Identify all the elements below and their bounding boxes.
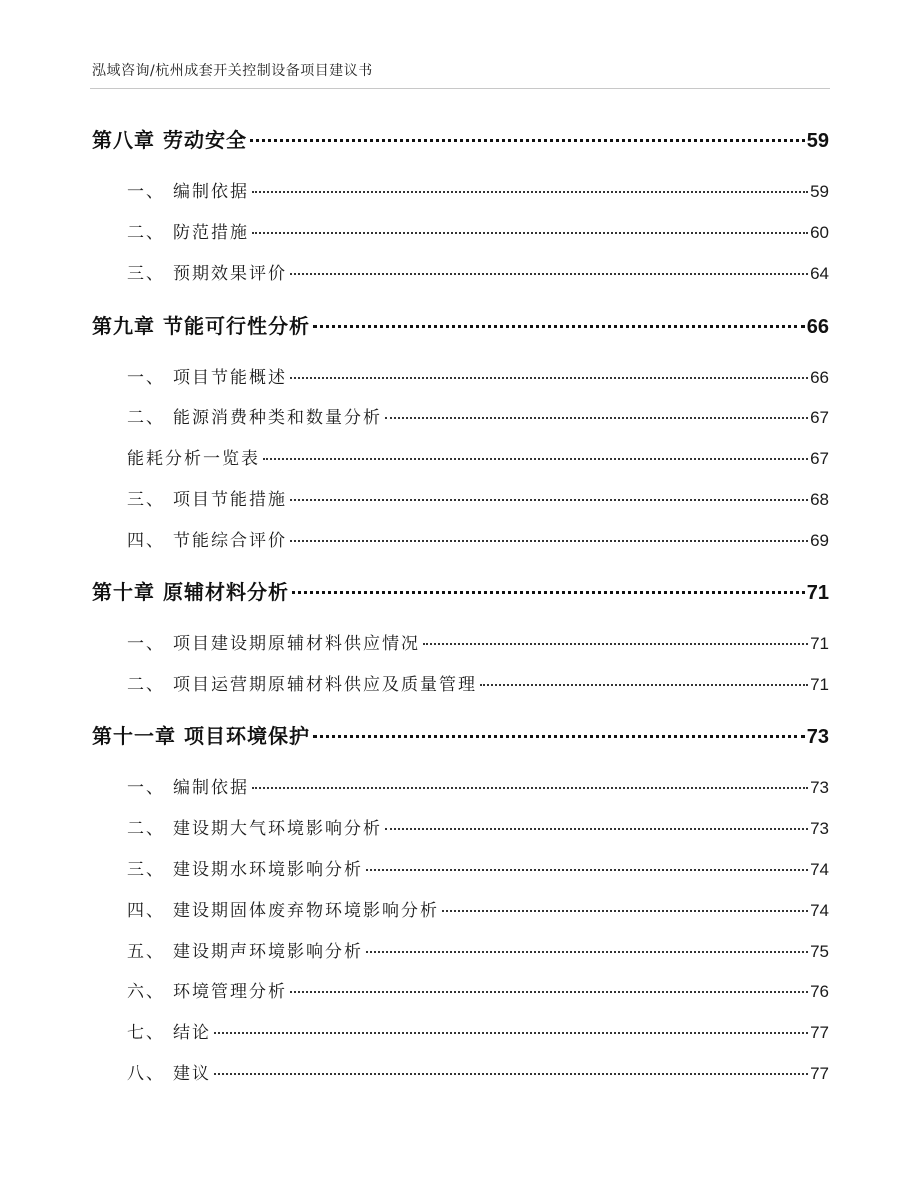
toc-section[interactable] [127, 977, 829, 1002]
toc-section[interactable] [127, 773, 829, 798]
toc-page-number: 74 [810, 860, 829, 879]
toc-page-number: 64 [810, 264, 829, 283]
toc-chapter-title: 节能可行性分析 [163, 314, 310, 338]
toc-section-number: 四、 [127, 531, 165, 551]
toc-section-number: 二、 [127, 819, 165, 839]
toc-section-title: 建设期声环境影响分析 [173, 942, 363, 962]
toc-page-number: 73 [810, 819, 829, 838]
dot-leader [423, 643, 808, 645]
toc-section-title: 能源消费种类和数量分析 [173, 408, 382, 428]
dot-leader [252, 787, 808, 789]
dot-leader [290, 273, 808, 275]
toc-page-number: 73 [806, 726, 829, 748]
toc-section[interactable] [127, 1018, 829, 1043]
toc-section-title: 结论 [173, 1023, 211, 1043]
dot-leader [442, 910, 808, 912]
toc-page-number: 71 [810, 675, 829, 694]
toc-page-number: 59 [806, 130, 829, 152]
toc-section[interactable] [127, 526, 829, 551]
toc-section-title: 项目节能措施 [173, 490, 287, 510]
toc-page-number: 74 [810, 901, 829, 920]
dot-leader [214, 1073, 808, 1075]
header-rule [90, 88, 830, 89]
toc-chapter-number: 第九章 [92, 314, 155, 338]
toc-section-number: 三、 [127, 860, 165, 880]
toc-chapter-number: 第十一章 [92, 724, 176, 748]
toc-section-title: 编制依据 [173, 182, 249, 202]
dot-leader [290, 991, 808, 993]
dot-leader [290, 377, 808, 379]
toc-chapter-11[interactable] [92, 720, 829, 749]
toc-section-number: 三、 [127, 264, 165, 284]
toc-table-entry[interactable] [127, 444, 829, 469]
dot-leader [292, 591, 805, 594]
toc-section[interactable] [127, 485, 829, 510]
dot-leader [366, 869, 808, 871]
dot-leader [214, 1032, 808, 1034]
toc-section-number: 七、 [127, 1023, 165, 1043]
toc-section-title: 建设期水环境影响分析 [173, 860, 363, 880]
toc-section-title: 项目节能概述 [173, 368, 287, 388]
toc-section[interactable] [127, 259, 829, 284]
toc-page-number: 75 [810, 942, 829, 961]
dot-leader [385, 828, 808, 830]
toc-chapter-title: 劳动安全 [163, 128, 247, 152]
toc-section[interactable] [127, 363, 829, 388]
dot-leader [290, 540, 808, 542]
toc-section[interactable] [127, 670, 829, 695]
toc-page-number: 68 [810, 490, 829, 509]
toc-page-number: 60 [810, 223, 829, 242]
toc-section-number: 五、 [127, 942, 165, 962]
toc-section-number: 四、 [127, 901, 165, 921]
toc-page-number: 67 [810, 408, 829, 427]
toc-section-number: 一、 [127, 634, 165, 654]
dot-leader [252, 232, 808, 234]
page-header: 泓域咨询/杭州成套开关控制设备项目建议书 [92, 63, 373, 79]
dot-leader [313, 325, 805, 328]
toc-section-title: 建议 [173, 1064, 211, 1084]
toc-page-number: 77 [810, 1064, 829, 1083]
toc-section-title: 建设期固体废弃物环境影响分析 [173, 901, 439, 921]
toc-section-title: 环境管理分析 [173, 982, 287, 1002]
toc-section-number: 八、 [127, 1064, 165, 1084]
dot-leader [480, 684, 808, 686]
toc-section-number: 六、 [127, 982, 165, 1002]
toc-section-number: 一、 [127, 182, 165, 202]
toc-section[interactable] [127, 403, 829, 428]
toc-chapter-title: 原辅材料分析 [163, 580, 289, 604]
toc-section-title: 项目运营期原辅材料供应及质量管理 [173, 675, 477, 695]
toc-section-number: 二、 [127, 223, 165, 243]
toc-section-number: 一、 [127, 778, 165, 798]
toc-section[interactable] [127, 629, 829, 654]
toc-chapter-9[interactable] [92, 310, 829, 339]
toc-section-title: 编制依据 [173, 778, 249, 798]
toc-section[interactable] [127, 177, 829, 202]
toc-chapter-number: 第八章 [92, 128, 155, 152]
toc-page-number: 66 [806, 316, 829, 338]
toc-section-title: 项目建设期原辅材料供应情况 [173, 634, 420, 654]
toc-section-title: 节能综合评价 [173, 531, 287, 551]
toc-section-title: 能耗分析一览表 [127, 449, 260, 469]
dot-leader [290, 499, 808, 501]
toc-section[interactable] [127, 814, 829, 839]
toc-section-number: 二、 [127, 675, 165, 695]
toc-chapter-8[interactable] [92, 124, 829, 153]
toc-section[interactable] [127, 1059, 829, 1084]
dot-leader [250, 139, 805, 142]
dot-leader [263, 458, 808, 460]
toc-page-number: 67 [810, 449, 829, 468]
toc-section-title: 建设期大气环境影响分析 [173, 819, 382, 839]
toc-section-title: 预期效果评价 [173, 264, 287, 284]
toc-section-number: 三、 [127, 490, 165, 510]
toc-page-number: 76 [810, 982, 829, 1001]
toc-page-number: 77 [810, 1023, 829, 1042]
toc-section-number: 一、 [127, 368, 165, 388]
toc-section[interactable] [127, 218, 829, 243]
toc-page-number: 69 [810, 531, 829, 550]
toc-page-number: 71 [806, 582, 829, 604]
toc-section[interactable] [127, 937, 829, 962]
dot-leader [366, 951, 808, 953]
toc-section-title: 防范措施 [173, 223, 249, 243]
toc-chapter-10[interactable] [92, 576, 829, 605]
toc-section[interactable] [127, 855, 829, 880]
toc-page-number: 73 [810, 778, 829, 797]
toc-section-number: 二、 [127, 408, 165, 428]
toc-chapter-title: 项目环境保护 [184, 724, 310, 748]
toc-page-number: 59 [810, 182, 829, 201]
toc-section[interactable] [127, 896, 829, 921]
toc-chapter-number: 第十章 [92, 580, 155, 604]
toc-page-number: 66 [810, 368, 829, 387]
dot-leader [252, 191, 808, 193]
dot-leader [313, 735, 805, 738]
dot-leader [385, 417, 808, 419]
toc-page-number: 71 [810, 634, 829, 653]
